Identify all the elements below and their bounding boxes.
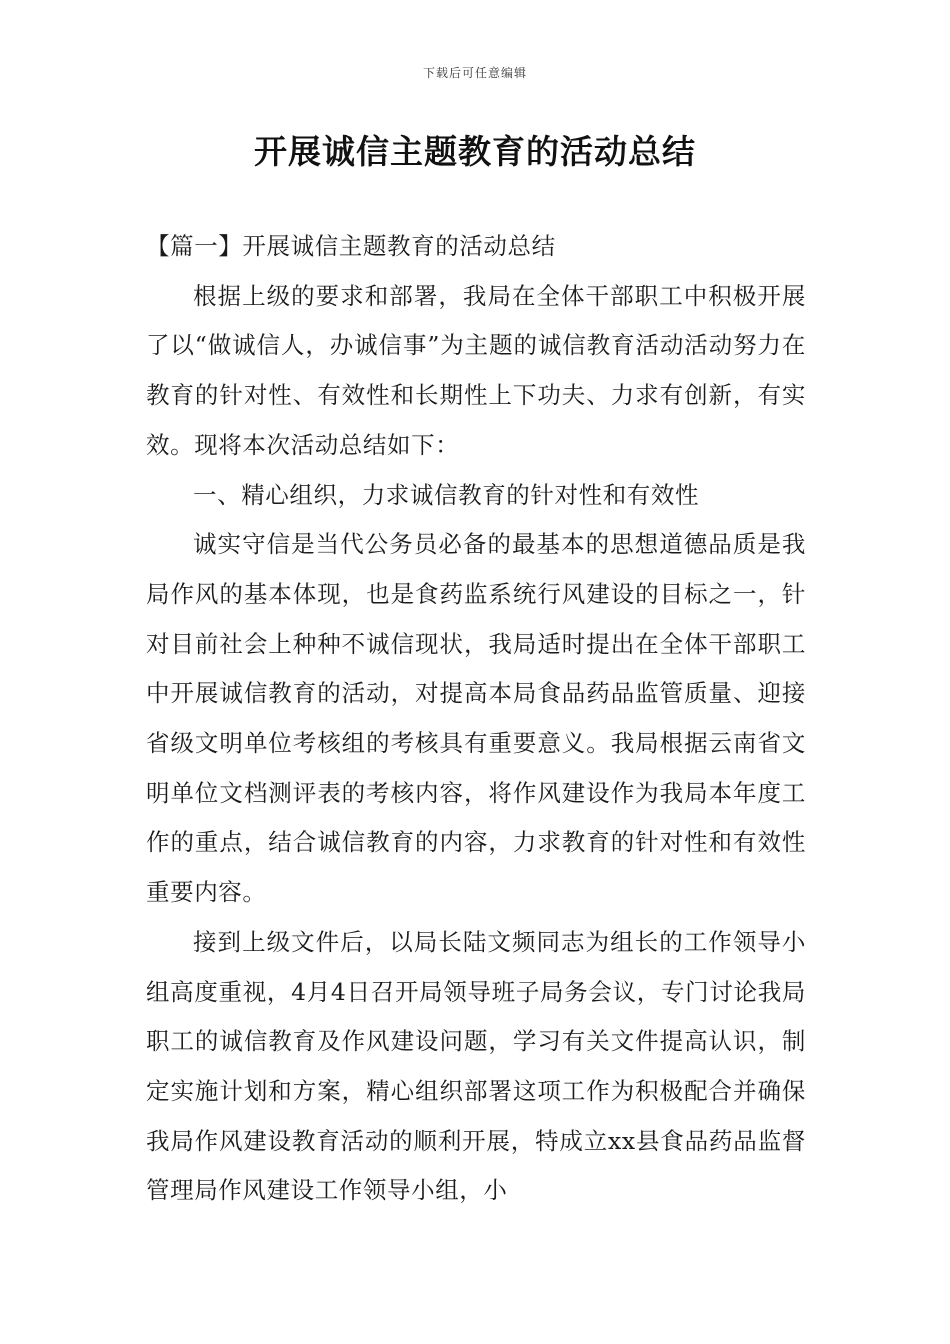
paragraph-integrity: 诚实守信是当代公务员必备的最基本的思想道德品质是我局作风的基本体现，也是食药监系统行风建设的目标之一，针对目前社会上种种不诚信现状，我局适时提出在全体干部职工中开展诚信教育的活动，对提高本局食品药品监管质量、迎接省级文明单位考核组的考核具有重要意义。我局根据云南省文明单位文档测评表的考核内容，将作风建设作为我局本年度工作的重点，结合诚信教育的内容，力求教育的针对性和有效性重要内容。 — [146, 530, 806, 907]
header-note: 下载后可任意编辑 — [422, 66, 527, 80]
document-body — [146, 222, 806, 1216]
document-title: 开展诚信主题教育的活动总结 — [254, 132, 696, 171]
subheading-1: 一、精心组织，力求诚信教育的针对性和有效性 — [193, 480, 700, 509]
paragraph-intro: 根据上级的要求和部署，我局在全体干部职工中积极开展了以“做诚信人，办诚信事”为主题的诚信教育活动活动努力在教育的针对性、有效性和长期性上下功夫、力求有创新，有实效。现将本次活动总结如下： — [146, 281, 806, 459]
section-heading: 【篇一】开展诚信主题教育的活动总结 — [146, 232, 556, 260]
paragraph-leadership: 接到上级文件后，以局长陆文频同志为组长的工作领导小组高度重视，4月4日召开局领导班子局务会议，专门讨论我局职工的诚信教育及作风建设问题，学习有关文件提高认识，制定实施计划和方案，精心组织部署这项工作为积极配合并确保我局作风建设教育活动的顺利开展，特成立xx县食品药品监督管理局作风建设工作领导小组，小 — [146, 927, 806, 1205]
